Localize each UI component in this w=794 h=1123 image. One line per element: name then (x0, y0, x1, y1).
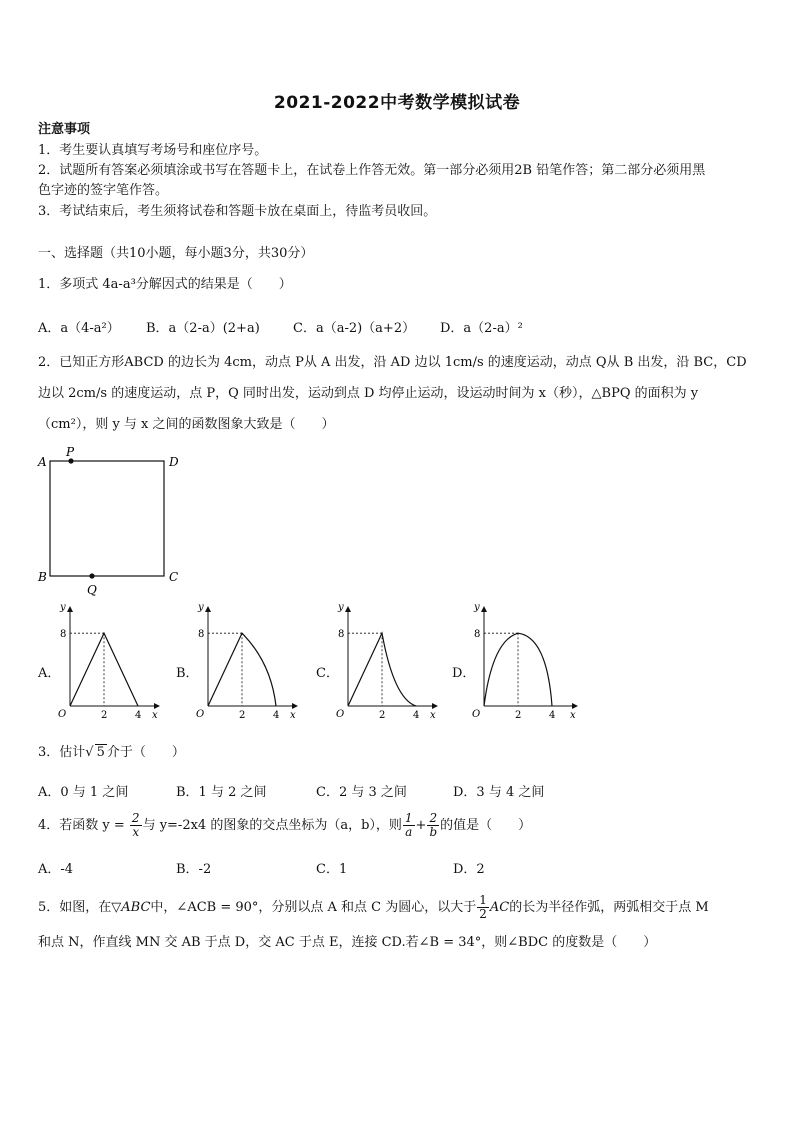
q4-option-c[interactable]: C．1 (316, 862, 348, 877)
x-axis-arrow (154, 703, 160, 709)
point-q (89, 573, 94, 578)
sqrt-symbol: √ (85, 745, 94, 760)
q5-stem-line2: 和点 N，作直线 MN 交 AB 于点 D，交 AC 于点 E，连接 CD.若∠B = 34°，则∠BDC 的度数是（ ） (38, 935, 657, 950)
x-tick-4: 4 (549, 710, 556, 721)
triangle-abc: ▽ABC (111, 900, 151, 915)
point-p (68, 458, 73, 463)
label-a: A (38, 455, 47, 469)
origin-label: O (196, 709, 205, 720)
q1-option-d[interactable]: D．a（2-a）² (440, 321, 523, 336)
graph-option-d[interactable] (470, 602, 580, 722)
q2-option-b[interactable]: B． (176, 666, 199, 681)
q3-option-a[interactable]: A．0 与 1 之间 (38, 785, 129, 800)
x-axis-arrow (432, 703, 438, 709)
fraction-1-over-a: $\frac{1}{a}$ (404, 811, 413, 839)
notice-item-2: 2．试题所有答案必须填涂或书写在答题卡上，在试卷上作答无效。第一部分必须用2B 铅笔作答；第二部分必须用黑 (38, 163, 706, 178)
y-axis-arrow (481, 606, 487, 612)
graph-option-c[interactable] (334, 602, 440, 722)
x-axis-label: x (290, 710, 296, 721)
y-axis-label: y (474, 602, 480, 613)
q4-mid: 与 y=-2x4 的图象的交点坐标为（a，b），则 (142, 818, 402, 833)
q3-stem-post: 介于（ ） (106, 745, 185, 760)
q5-pre: 5．如图，在 (38, 900, 112, 915)
q3-stem-pre: 3．估计 (38, 745, 86, 760)
x-axis-label: x (570, 710, 576, 721)
y-axis-arrow (67, 606, 73, 612)
label-q: Q (87, 583, 97, 596)
q4-stem (38, 811, 531, 841)
radicand: 5 (96, 745, 105, 760)
q1-stem: 1．多项式 4a-a³分解因式的结果是（ ） (38, 277, 292, 292)
section-heading: 一、选择题（共10小题，每小题3分，共30分） (38, 246, 314, 261)
x-tick-4: 4 (413, 710, 420, 721)
q1-option-a[interactable]: A．a（4-a²） (38, 321, 120, 336)
q1-option-b[interactable]: B．a（2-a）(2+a) (146, 321, 260, 336)
q3-option-d[interactable]: D．3 与 4 之间 (453, 785, 545, 800)
notice-heading: 注意事项 (38, 122, 91, 137)
y-axis-arrow (345, 606, 351, 612)
x-tick-2: 2 (379, 710, 386, 721)
page-title: 2021-2022中考数学模拟试卷 (273, 93, 521, 113)
notice-item-1: 1．考生要认真填写考场号和座位序号。 (38, 143, 268, 158)
notice-item-2-cont: 色字迹的签字笔作答。 (38, 183, 169, 198)
q2-option-a[interactable]: A． (38, 666, 61, 681)
q3-option-c[interactable]: C．2 与 3 之间 (316, 785, 407, 800)
label-d: D (169, 455, 179, 469)
graph-option-a[interactable] (56, 602, 162, 722)
q2-option-d[interactable]: D． (452, 666, 476, 681)
q4-option-d[interactable]: D．2 (453, 862, 485, 877)
y-axis-arrow (205, 606, 211, 612)
q3-stem (38, 744, 185, 761)
y-tick-8: 8 (338, 629, 345, 641)
y-axis-label: y (60, 602, 66, 613)
y-axis-label: y (338, 602, 344, 613)
q5-mid1: 中，∠ACB = 90°，分别以点 A 和点 C 为圆心，以大于 (150, 900, 477, 915)
x-axis-arrow (572, 703, 578, 709)
x-tick-4: 4 (273, 710, 280, 721)
q5-mid2: 的长为半径作弧，两弧相交于点 M (509, 900, 709, 915)
square-abcd (50, 461, 164, 576)
fraction-1-over-2: $\frac{1}{2}$ (479, 893, 487, 921)
q4-option-a[interactable]: A．-4 (38, 862, 74, 877)
q2-stem-line2: 边以 2cm/s 的速度运动，点 P，Q 同时出发，运动到点 D 均停止运动，设运动时间为 x（秒），△BPQ 的面积为 y (38, 386, 699, 401)
q4-option-b[interactable]: B．-2 (176, 862, 212, 877)
x-axis-label: x (152, 710, 158, 721)
q4-post: 的值是（ ） (440, 818, 532, 833)
label-p: P (66, 445, 75, 459)
fraction-2-over-b: $\frac{2}{b}$ (429, 811, 438, 839)
y-tick-8: 8 (60, 629, 67, 641)
q3-option-b[interactable]: B．1 与 2 之间 (176, 785, 267, 800)
q4-pre: 4．若函数 y = (38, 818, 125, 833)
q2-stem-line3: （cm²），则 y 与 x 之间的函数图象大致是（ ） (38, 417, 335, 432)
segment-ac: AC (489, 900, 510, 915)
x-axis-label: x (430, 710, 436, 721)
x-tick-4: 4 (135, 710, 142, 721)
x-axis-arrow (292, 703, 298, 709)
plus-sign: + (415, 818, 427, 833)
square-figure (30, 444, 190, 596)
y-axis-label: y (198, 602, 204, 613)
label-b: B (38, 570, 47, 584)
x-tick-2: 2 (515, 710, 522, 721)
origin-label: O (472, 709, 481, 720)
x-tick-2: 2 (239, 710, 246, 721)
fraction-2-over-x: $\frac{2}{x}$ (131, 811, 140, 839)
origin-label: O (336, 709, 345, 720)
y-tick-8: 8 (474, 629, 481, 641)
label-c: C (169, 570, 179, 584)
origin-label: O (58, 709, 67, 720)
x-tick-2: 2 (101, 710, 108, 721)
q1-option-c[interactable]: C．a（a-2)（a+2） (293, 321, 416, 336)
q2-option-c[interactable]: C． (316, 666, 339, 681)
graph-option-b[interactable] (194, 602, 300, 722)
q2-stem-line1: 2．已知正方形ABCD 的边长为 4cm，动点 P从 A 出发，沿 AD 边以 1cm/s 的速度运动，动点 Q从 B 出发，沿 BC，CD (38, 355, 747, 370)
y-tick-8: 8 (198, 629, 205, 641)
q5-stem-line1 (38, 893, 709, 923)
notice-item-3: 3．考试结束后，考生须将试卷和答题卡放在桌面上，待监考员收回。 (38, 204, 437, 219)
